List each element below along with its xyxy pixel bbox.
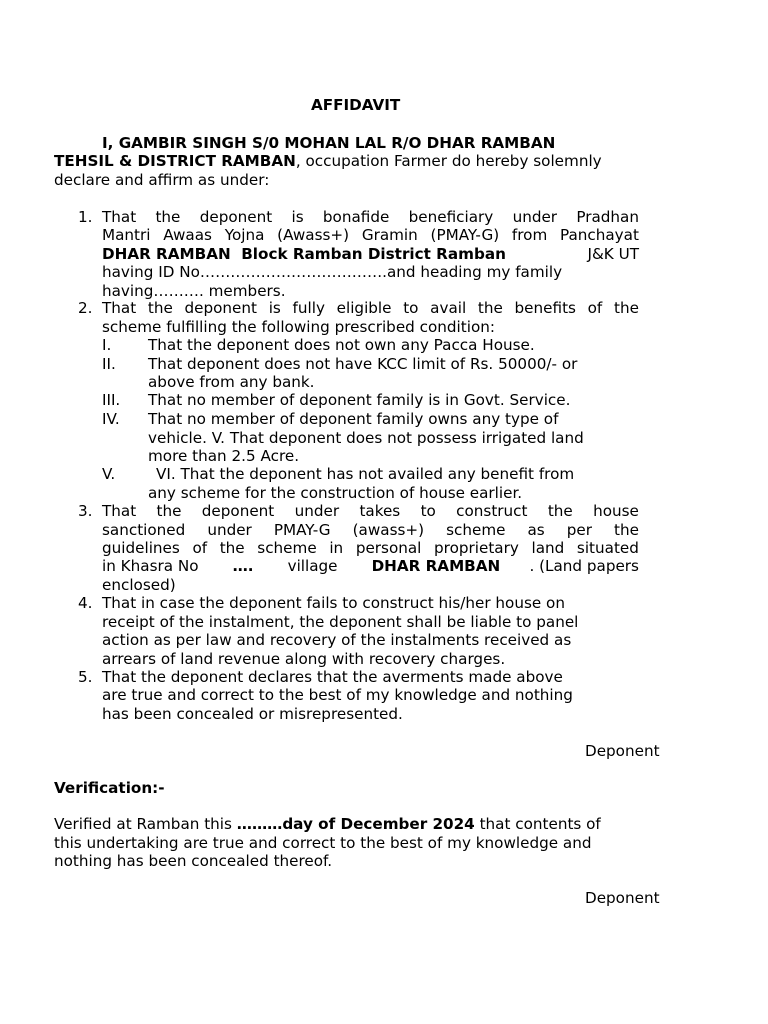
item-3-line-1 xyxy=(102,502,639,520)
sub-item-text: VI. That the deponent has not availed any benefit from xyxy=(156,465,575,483)
word: is xyxy=(268,299,281,317)
word: in xyxy=(329,539,344,557)
word: the xyxy=(613,299,639,317)
intro-line-3: declare and affirm as under: xyxy=(54,171,270,189)
item-number: 3. xyxy=(78,502,93,520)
word: bonafide xyxy=(322,208,390,226)
word: . (Land papers xyxy=(529,557,639,575)
word: That xyxy=(102,299,137,317)
word: (Awass+) xyxy=(277,226,350,244)
intro-name-bold: TEHSIL & DISTRICT RAMBAN xyxy=(54,152,296,170)
word: PMAY-G xyxy=(273,521,331,539)
item-1-line-2 xyxy=(102,226,639,244)
word: deponent xyxy=(201,502,275,520)
word: J&K UT xyxy=(582,245,639,263)
word: under xyxy=(512,208,558,226)
verification-line-2: this undertaking are true and correct to the best of my knowledge and xyxy=(54,834,592,852)
word: Panchayat xyxy=(559,226,639,244)
word: Mantri xyxy=(102,226,151,244)
word: as xyxy=(527,521,545,539)
word: scheme xyxy=(446,521,506,539)
word: sanctioned xyxy=(102,521,186,539)
word: situated xyxy=(576,539,639,557)
item-2-line-2: scheme fulfilling the following prescribed condition: xyxy=(102,318,495,336)
word: the xyxy=(219,539,245,557)
word: Yojna xyxy=(224,226,265,244)
word: eligible xyxy=(336,299,392,317)
item-number: 4. xyxy=(78,594,93,612)
word: guidelines xyxy=(102,539,180,557)
verification-date: ………day of December 2024 xyxy=(236,815,475,833)
word: construct xyxy=(456,502,528,520)
item-3-line-2 xyxy=(102,521,639,539)
intro-occupation: , occupation Farmer do hereby solemnly xyxy=(295,152,602,170)
item-number: 2. xyxy=(78,299,93,317)
sub-item-numeral: IV. xyxy=(102,410,120,428)
verification-line-1: Verified at Ramban this ………day of December 2024 that contents of xyxy=(54,815,601,833)
document-title: AFFIDAVIT xyxy=(311,96,401,114)
word: the xyxy=(477,299,503,317)
item-4-line-4: arrears of land revenue along with recovery charges. xyxy=(102,650,506,668)
sub-item-text: That no member of deponent family is in Govt. Service. xyxy=(148,391,571,409)
word: the xyxy=(156,502,182,520)
word: That xyxy=(102,208,137,226)
word: under xyxy=(294,502,340,520)
word: beneficiary xyxy=(408,208,494,226)
item-1-line-5: having………. members. xyxy=(102,282,286,300)
word: in Khasra No xyxy=(102,557,204,575)
word: Gramin xyxy=(361,226,418,244)
item-1-line-1 xyxy=(102,208,639,226)
sub-item-numeral: II. xyxy=(102,355,116,373)
item-number: 1. xyxy=(78,208,93,226)
intro-line-1: I, GAMBIR SINGH S/0 MOHAN LAL R/O DHAR RAMBAN xyxy=(102,134,556,152)
sub-item-numeral: I. xyxy=(102,336,112,354)
word: to xyxy=(420,502,436,520)
word: (awass+) xyxy=(352,521,425,539)
word: avail xyxy=(430,299,467,317)
item-5-line-1: That the deponent declares that the averments made above xyxy=(102,668,563,686)
word: the xyxy=(155,208,181,226)
word: (PMAY-G) xyxy=(430,226,500,244)
sub-item-text: vehicle. V. That deponent does not possess irrigated land xyxy=(148,429,584,447)
word: house xyxy=(593,502,639,520)
word: of xyxy=(192,539,208,557)
sub-item-text: more than 2.5 Acre. xyxy=(148,447,300,465)
verification-heading: Verification:- xyxy=(54,779,165,797)
item-number: 5. xyxy=(78,668,93,686)
word: …. xyxy=(232,557,254,575)
sub-item-text: That the deponent does not own any Pacca House. xyxy=(148,336,535,354)
item-1-line-4: having ID No……………………………….and heading my family xyxy=(102,263,563,281)
sub-item-numeral: III. xyxy=(102,391,121,409)
item-5-line-2: are true and correct to the best of my knowledge and nothing xyxy=(102,686,573,704)
deponent-signature: Deponent xyxy=(585,742,660,760)
word: personal xyxy=(355,539,422,557)
word: of xyxy=(587,299,603,317)
word: That xyxy=(102,502,137,520)
word: the xyxy=(614,521,639,539)
item-3-line-4 xyxy=(102,557,639,575)
item-4-line-3: action as per law and recovery of the instalments received as xyxy=(102,631,572,649)
word: scheme xyxy=(257,539,317,557)
intro-line-2 xyxy=(54,152,602,170)
word: the xyxy=(547,502,573,520)
sub-item-text: That deponent does not have KCC limit of Rs. 50000/- or xyxy=(148,355,578,373)
word: to xyxy=(403,299,419,317)
word: fully xyxy=(292,299,325,317)
item-3-line-5: enclosed) xyxy=(102,576,176,594)
sub-item-text: any scheme for the construction of house earlier. xyxy=(148,484,523,502)
item-4-line-1: That in case the deponent fails to construct his/her house on xyxy=(102,594,565,612)
word: proprietary xyxy=(434,539,519,557)
panchayat-location: DHAR RAMBAN Block Ramban District Ramban xyxy=(102,245,506,263)
word: deponent xyxy=(184,299,257,317)
word: land xyxy=(531,539,565,557)
item-4-line-2: receipt of the instalment, the deponent shall be liable to panel xyxy=(102,613,579,631)
word: the xyxy=(147,299,173,317)
word: Pradhan xyxy=(576,208,639,226)
word: village xyxy=(282,557,343,575)
sub-item-text: above from any bank. xyxy=(148,373,315,391)
word: takes xyxy=(359,502,401,520)
word: per xyxy=(566,521,592,539)
word: deponent xyxy=(199,208,273,226)
word: Awaas xyxy=(163,226,212,244)
verification-line-3: nothing has been concealed thereof. xyxy=(54,852,333,870)
item-3-line-3 xyxy=(102,539,639,557)
item-5-line-3: has been concealed or misrepresented. xyxy=(102,705,403,723)
sub-item-numeral: V. xyxy=(102,465,116,483)
word: from xyxy=(511,226,548,244)
word: is xyxy=(291,208,304,226)
item-1-line-3 xyxy=(102,245,639,263)
village-name: DHAR RAMBAN xyxy=(371,557,501,575)
word: under xyxy=(207,521,252,539)
item-2-line-1 xyxy=(102,299,639,317)
word: benefits xyxy=(514,299,576,317)
deponent-signature: Deponent xyxy=(585,889,660,907)
sub-item-text: That no member of deponent family owns any type of xyxy=(148,410,559,428)
